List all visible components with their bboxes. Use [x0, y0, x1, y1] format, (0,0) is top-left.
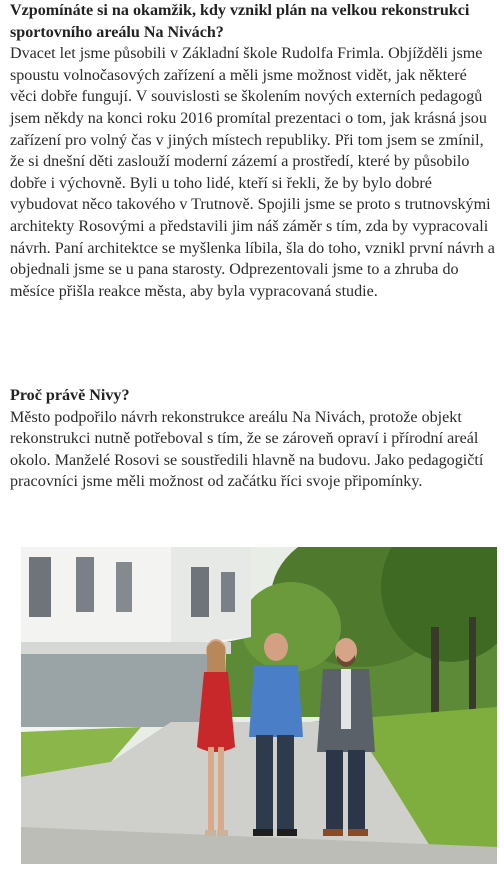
shoe — [205, 830, 216, 836]
answer-paragraph: Dvacet let jsme působili v Základní škole Rudolfa Frimla. Objížděli jsme spoustu volnočasových zařízení a měli jsme možnost vidět, jak některé věci dobře fungují. V souvislosti se školením nových externích pedagogů jsem někdy na konci roku 2016 promítal prezentaci o tom, jak krásná jsou zařízení pro volný čas v jiných místech republiky. Při tom jsem se zmínil, že si dnešní děti zaslouží moderní zázemí a prostředí, které by působilo dobře i výchovně. Byli u toho lidé, kteří si řekli, že by bylo dobré vybudovat něco takového v Trutnově. Spojili jsme se proto s trutnovskými architekty Rosovými a představili jim náš záměr s tím, zda by vypracovali návrh. Paní architektce se myšlenka líbila, šla do toho, vznikl první návrh a objednali jsme se u pana starosty. Odprezentovali jsme to a zhruba do měsíce přišla reakce města, aby byla vypracovaná studie. — [10, 45, 495, 300]
building-side — [171, 547, 251, 645]
building-window — [29, 557, 51, 617]
building-window — [116, 562, 132, 612]
trousers — [348, 750, 365, 830]
building-window — [191, 567, 209, 617]
building-window — [76, 557, 94, 612]
trousers — [256, 735, 273, 830]
person-head — [264, 633, 288, 661]
tree — [241, 582, 341, 672]
shoe — [217, 830, 228, 836]
person-legs — [208, 747, 214, 832]
ground-floor-shadow — [21, 642, 231, 654]
interview-section-1 — [10, 0, 496, 302]
shirt — [341, 669, 351, 729]
person-hair — [207, 641, 226, 672]
question-heading: Proč právě Nivy? — [10, 387, 130, 404]
shoe — [277, 829, 297, 836]
shoe — [323, 829, 343, 836]
building-window — [221, 572, 235, 612]
interview-section-2 — [10, 385, 496, 493]
trousers — [277, 735, 294, 830]
ground-floor-glass — [21, 652, 221, 727]
answer-paragraph: Město podpořilo návrh rekonstrukce areálu Na Nivách, protože objekt rekonstrukci nutně potřeboval s tím, že se zároveň opraví i přírodní areál okolo. Manželé Rosovi se soustředili hlavně na budovu. Jako pedagogičtí pracovníci jsme měli možnost od začátku říci svoje připomínky. — [10, 408, 484, 491]
shoe — [348, 829, 368, 836]
trousers — [326, 750, 343, 830]
article-photo — [21, 547, 497, 864]
blue-shirt — [249, 665, 303, 737]
shoe — [253, 829, 273, 836]
person-legs — [218, 747, 224, 832]
question-heading: Vzpomínáte si na okamžik, kdy vznikl plán na velkou rekonstrukci sportovního areálu Na Nivách? — [10, 2, 470, 41]
